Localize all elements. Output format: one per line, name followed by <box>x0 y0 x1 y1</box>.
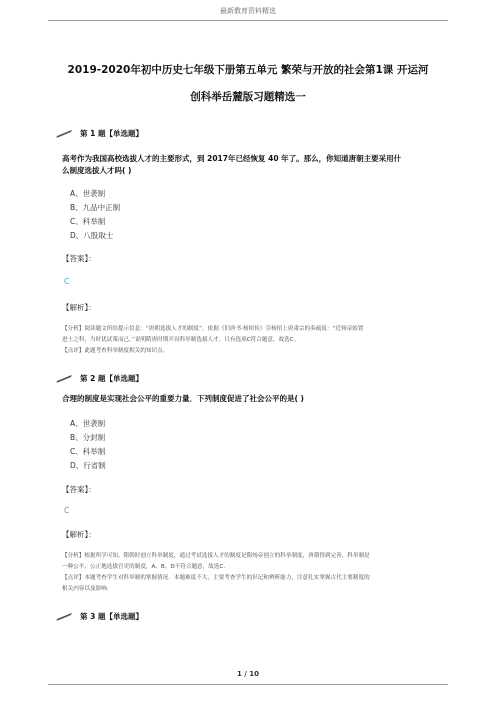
question-2-answer-value: C <box>64 506 70 515</box>
question-1-option-d: D、八股取士 <box>70 231 114 240</box>
question-1-stem-line-2: 么制度选拔人才吗( ) <box>62 166 132 175</box>
question-1-stem-line-1: 高考作为我国高校选拔人才的主要形式，到 2017年已经恢复 40 年了。那么，你知道唐朝主要采用什 <box>62 154 402 163</box>
pen-icon <box>56 129 74 138</box>
question-1-answer-label: 【答案】： <box>62 254 96 263</box>
question-2-heading <box>56 373 143 384</box>
question-1-option-c: C、科举制 <box>70 217 106 226</box>
question-1-answer-value: C <box>64 277 70 286</box>
question-1-analysis-label: 【解析】： <box>62 303 96 312</box>
page-header: 最新教育资料精选 <box>220 7 276 15</box>
header-divider <box>48 20 448 21</box>
pen-icon <box>56 374 74 383</box>
analysis-line: 【分析】阅读题文所给提示信息：“唐朝选拔人才的制度”。依据《旧唐书·杨绾传》引杨绾上唐肃宗的奏疏说：“近炀帝始置 <box>62 326 364 332</box>
question-1-heading-text: 第 1 题【单选题】 <box>80 129 143 138</box>
document-title-line-1: 2019-2020年初中历史七年级下册第五单元 繁荣与开放的社会第1课 开运河 <box>67 64 429 76</box>
analysis-line: 【点评】此题考查科举制度相关的知识点。 <box>62 348 169 354</box>
question-2-heading-text: 第 2 题【单选题】 <box>80 374 143 383</box>
question-3-heading <box>56 611 143 622</box>
pen-icon <box>56 612 74 621</box>
question-1-analysis <box>62 324 442 357</box>
question-2-option-d: D、行省制 <box>70 461 106 470</box>
analysis-line: 一种公平、公正地选拔官吏的制度，A、B、D不符合题意，故选C． <box>62 564 229 570</box>
question-2-answer-label: 【答案】： <box>62 485 96 494</box>
question-3-heading-text: 第 3 题【单选题】 <box>80 612 143 621</box>
question-1-option-a: A、世袭制 <box>70 189 106 198</box>
analysis-line: 相关内容以及影响． <box>62 586 113 592</box>
analysis-line: 【点评】本题考查学生对科举制的掌握情况．本题难度不大，主要考查学生的识记和辨析能力，注意扎实掌握古代主要制度的 <box>62 575 370 581</box>
question-2-option-c: C、科举制 <box>70 447 106 456</box>
analysis-line: 【分析】根据所学可知，隋朝时创立科举制度，通过考试选拔人才的制度是隋炀帝创立的科举制度，唐朝得到完善，科举制是 <box>62 553 370 559</box>
analysis-line: 进士之科，当时犹试策而已。”说明隋唐时期开设科举制选拔人才。只有选项C符合题意，故选C。 <box>62 337 300 343</box>
question-1-heading <box>56 128 143 139</box>
question-2-analysis <box>62 551 442 595</box>
page-number: 1 / 10 <box>236 670 260 678</box>
footer-divider <box>48 684 448 685</box>
document-title-line-2: 创科举岳麓版习题精选一 <box>190 91 306 103</box>
question-2-option-b: B、分封制 <box>70 433 106 442</box>
question-2-option-a: A、世袭制 <box>70 419 106 428</box>
question-1-option-b: B、九品中正制 <box>70 203 121 212</box>
question-2-stem: 合理的制度是实现社会公平的重要力量．下列制度促进了社会公平的是( ) <box>62 394 304 403</box>
question-2-analysis-label: 【解析】： <box>62 530 96 539</box>
